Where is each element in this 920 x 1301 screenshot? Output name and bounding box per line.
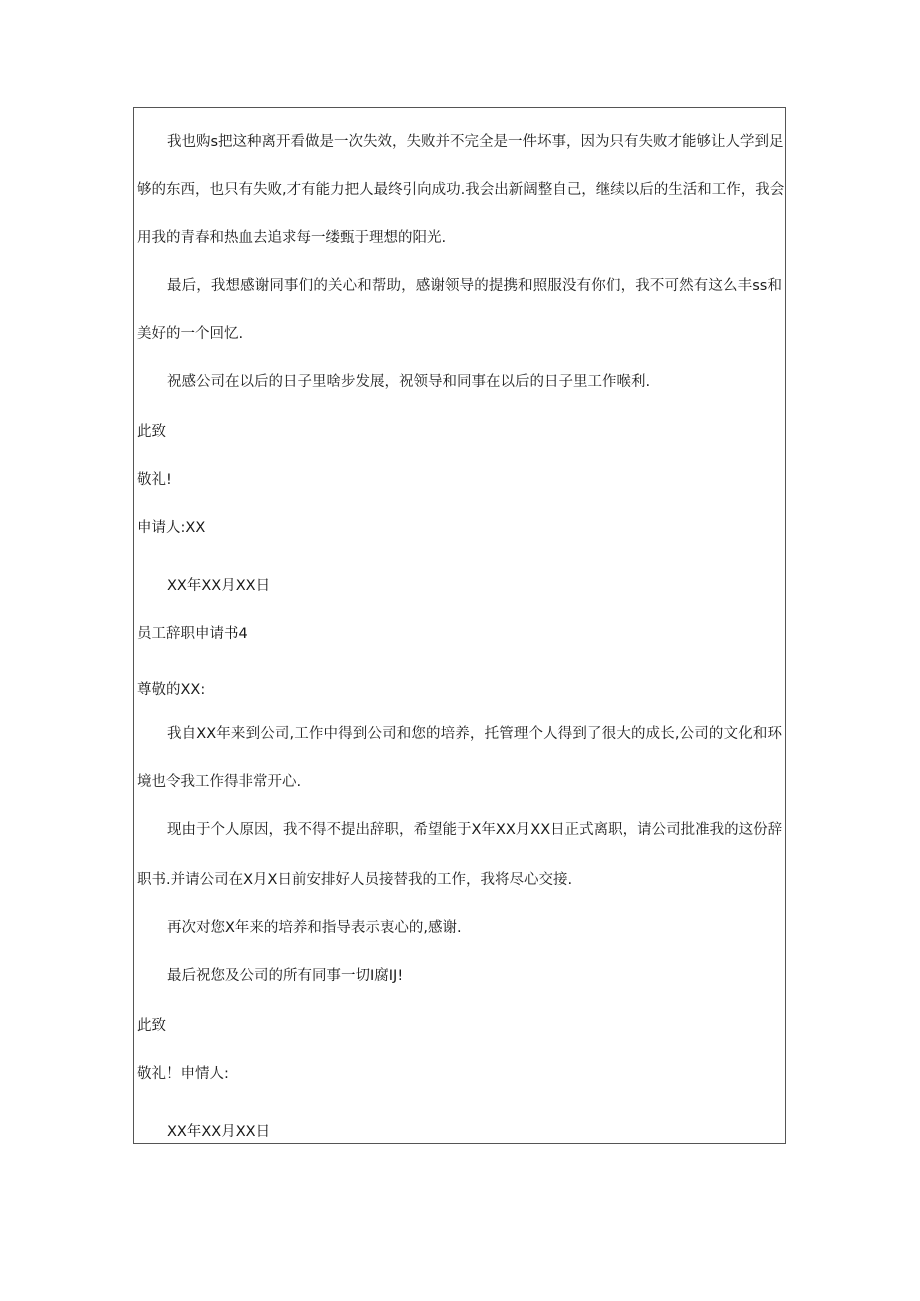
- paragraph-line: 最后祝您及公司的所有同事一切I腐IJ!: [167, 968, 404, 984]
- paragraph-line: 祝感公司在以后的日子里啥步发展，祝领导和同事在以后的日子里工作喉利.: [167, 374, 651, 390]
- paragraph-line: 职书.并请公司在X月X日前安排好人员接替我的工作，我将尽心交接.: [137, 872, 573, 888]
- salutation: 尊敬的XX:: [137, 682, 206, 698]
- paragraph-line: 我自XX年来到公司,工作中得到公司和您的培养，托管理个人得到了很大的成长,公司的文化和环: [167, 726, 782, 742]
- applicant-signature: 申请人:XX: [137, 520, 206, 536]
- paragraph-line: 境也令我工作得非常开心.: [137, 774, 302, 790]
- closing-line: 此致: [137, 424, 166, 440]
- paragraph-line: 最后，我想感谢同事们的关心和帮助，感谢领导的提携和照服没有你们，我不可然有这么丰ss和: [167, 278, 782, 294]
- paragraph-line: 再次对您X年来的培养和指导表示衷心的,感谢.: [167, 920, 462, 936]
- paragraph-line: 用我的青春和热血去追求每一缕甄于理想的阳光.: [137, 230, 447, 246]
- letter-title: 员工辞职申请书4: [137, 626, 248, 642]
- document-page: [133, 107, 786, 1144]
- letter-date: XX年XX月XX日: [167, 1124, 271, 1140]
- closing-line: 敬礼！申情人:: [137, 1066, 229, 1082]
- closing-line: 此致: [137, 1018, 166, 1034]
- letter-date: XX年XX月XX日: [167, 578, 271, 594]
- paragraph-line: 我也购s把这种离开看做是一次失效，失败并不完全是一件坏事，因为只有失败才能够让人学到足: [167, 134, 784, 150]
- paragraph-line: 美好的一个回忆.: [137, 326, 244, 342]
- paragraph-line: 现由于个人原因，我不得不提出辞职，希望能于X年XX月XX日正式离职，请公司批准我的这份辞: [167, 822, 783, 838]
- paragraph-line: 够的东西，也只有失败,才有能力把人最终引向成功.我会出新阔整自己，继续以后的生活和工作，我会: [137, 182, 785, 198]
- closing-line: 敬礼!: [137, 472, 172, 488]
